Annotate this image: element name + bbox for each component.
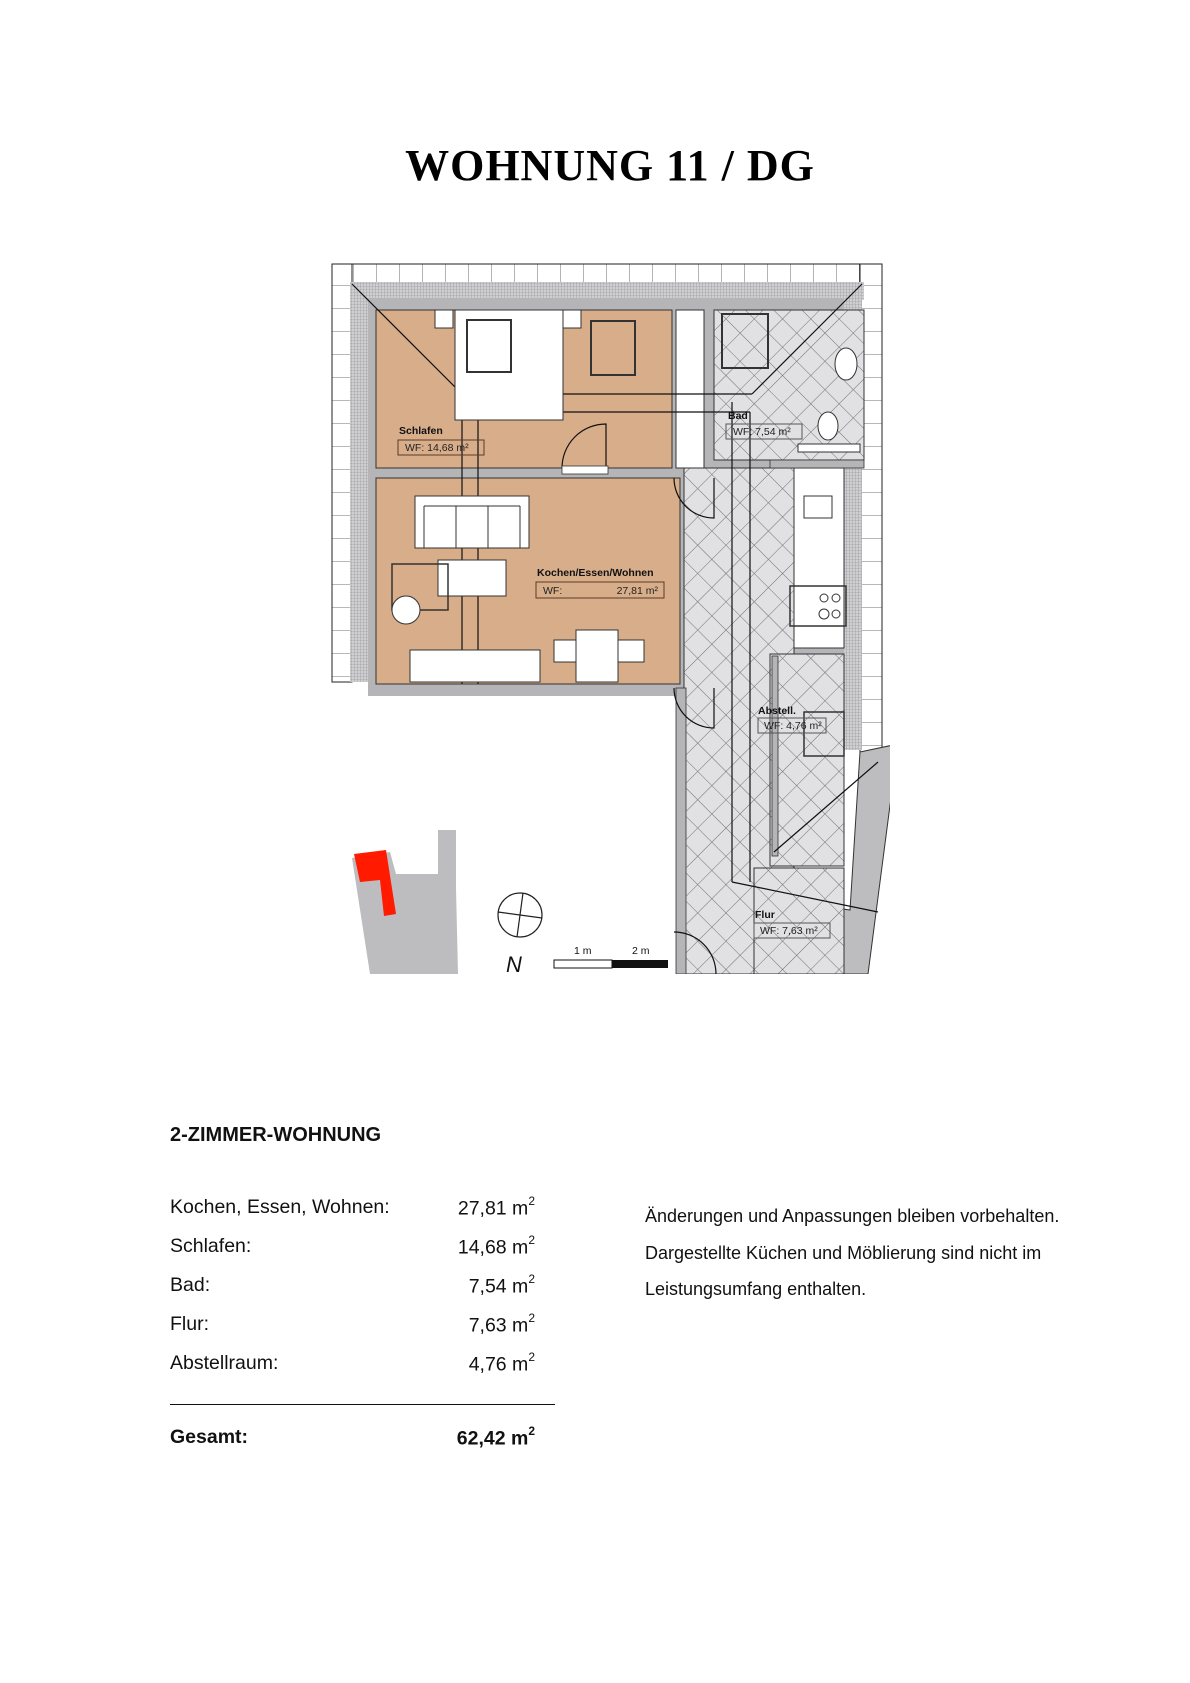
divider	[170, 1404, 555, 1405]
room-wf-bad: WF: 7,54 m²	[733, 426, 791, 438]
room-wf-flur: WF: 7,63 m²	[760, 925, 818, 937]
page-title: WOHNUNG 11 / DG	[405, 141, 815, 190]
dining-table	[576, 630, 618, 682]
room-wf-value-kew: 27,81 m²	[616, 585, 658, 597]
area-row: Kochen, Essen, Wohnen: 27,81 $m^2$	[170, 1194, 535, 1220]
site-plan	[352, 830, 458, 974]
apartment-type-heading: 2-ZIMMER-WOHNUNG	[170, 1124, 382, 1146]
room-abstell	[770, 654, 844, 866]
room-name-abstell: Abstell.	[758, 705, 796, 717]
north-label: N	[506, 952, 522, 974]
svg-text:1 m: 1 m	[574, 945, 592, 957]
room-name-schlafen: Schlafen	[399, 425, 443, 437]
room-wf-abstell: WF: 4,76 m²	[764, 720, 822, 732]
plant-icon	[392, 596, 420, 624]
area-row: Flur: 7,63 $m^2$	[170, 1311, 535, 1337]
compass-icon	[498, 893, 542, 937]
area-total-row: Gesamt: 62,42 $m^2$	[170, 1424, 535, 1450]
chair	[554, 640, 576, 662]
sofa	[415, 496, 529, 548]
chair	[618, 640, 644, 662]
area-row: Bad: 7,54 $m^2$	[170, 1272, 535, 1298]
sideboard	[410, 650, 540, 682]
room-name-bad: Bad	[728, 410, 748, 422]
bed	[435, 310, 581, 420]
room-name-kochen-essen-wohnen: Kochen/Essen/Wohnen	[537, 567, 654, 579]
room-wf-label-kew: WF:	[543, 585, 563, 597]
svg-text:2 m: 2 m	[632, 945, 650, 957]
disclaimer-notes: Änderungen und Anpassungen bleiben vorbehalten. Dargestellte Küchen und Möblierung sind nicht im Leistungsumfang enthalten.	[645, 1206, 1060, 1299]
room-name-flur: Flur	[755, 909, 775, 921]
area-row: Schlafen: 14,68 $m^2$	[170, 1233, 535, 1259]
area-row: Abstellraum: 4,76 $m^2$	[170, 1350, 535, 1376]
room-wf-schlafen: WF: 14,68 m²	[405, 442, 469, 454]
floor-plan	[330, 262, 890, 974]
scale-bar	[554, 945, 668, 968]
